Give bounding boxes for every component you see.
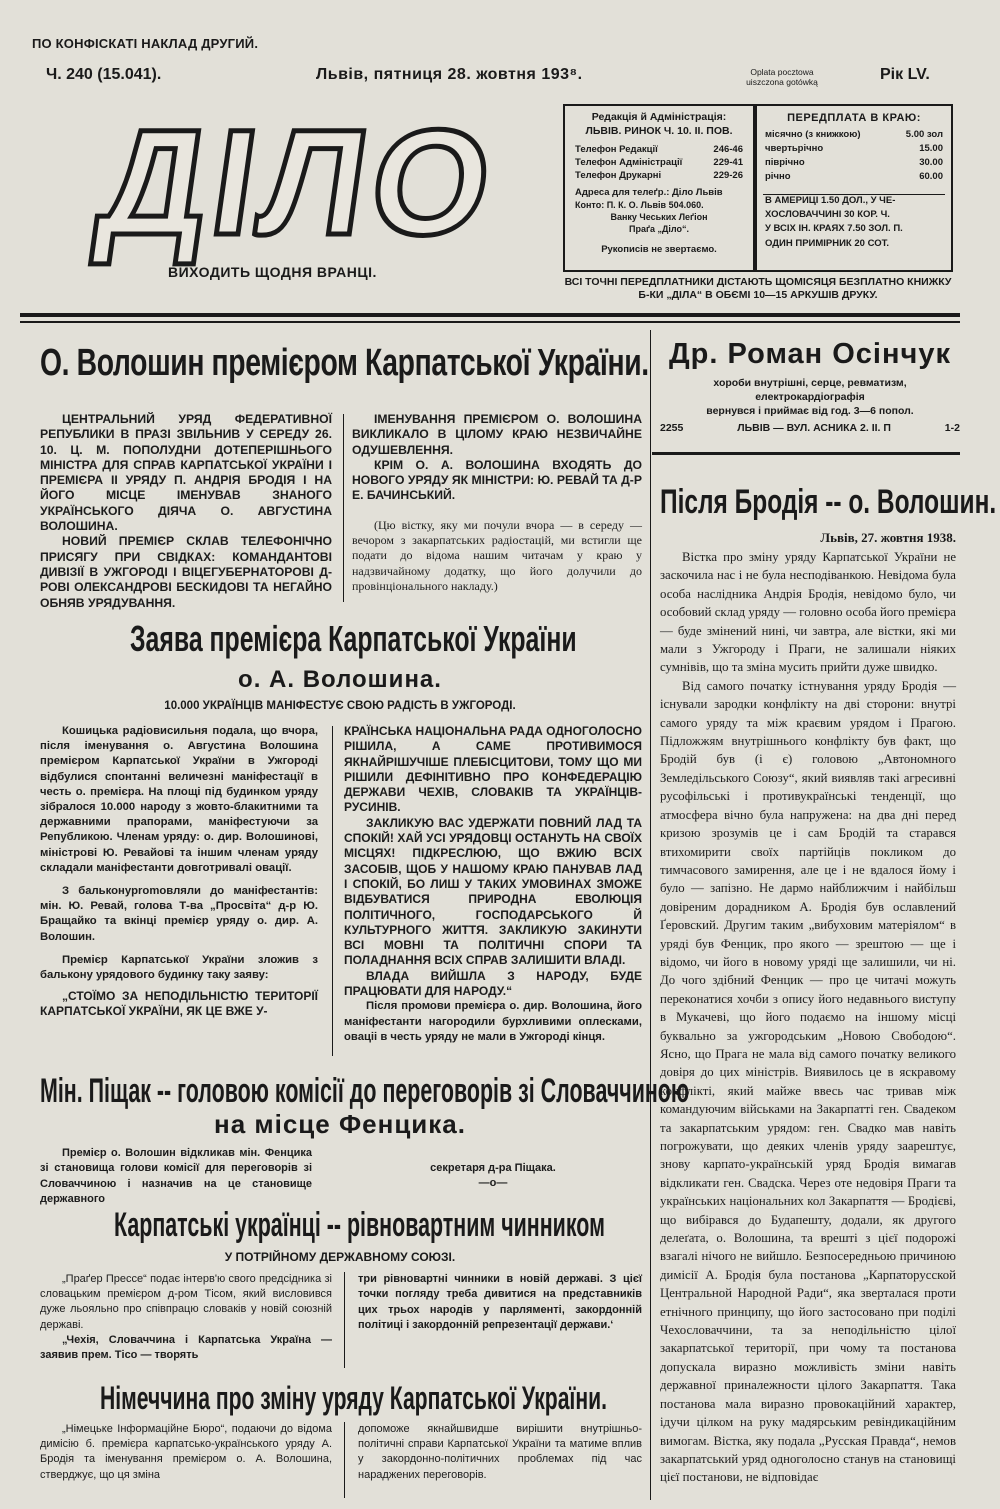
masthead-rule-thin [20,321,960,323]
phone-label: Телефон Друкарні [575,170,662,181]
article2-para-caps: КРАЇНСЬКА НАЦІОНАЛЬНА РАДА ОДНОГОЛОСНО РІШИЛА, А САМЕ ПРОТИВИМОСЯ ЯКНАЙРІШУЧІШЕ ПЛЕБІСЦИТОВИ, ТОМУ ЩО МИ РІШИЛИ ДЕФІНІТИВНО ПРО КОНФЕДЕРАЦІЮ ДЕРЖАВИ ЧЕХІВ, СЛОВАКІВ ТА УКРАЇНЦІВ-РУСИНІВ. [344,724,642,815]
article2-left-col [40,724,318,1020]
phone-value: 229-26 [713,170,743,181]
inner-divider [344,1272,345,1368]
article4-para: „Чехія, Словаччина і Карпатська Україна — заявив прем. Тісо — творять [40,1333,332,1362]
article6-dateline: Львів, 27. жовтня 1938. [820,530,956,545]
confiscation-note: ПО КОНФІСКАТІ НАКЛАД ДРУГИЙ. [32,36,259,51]
article4-right-col [358,1272,642,1333]
postage-line-2: uiszczona gotówką [746,77,818,87]
price-row [765,170,943,184]
article3-headline-2: на місце Фенцика. [214,1109,466,1139]
price-value: 15.00 [919,143,943,154]
subscription-heading: ПЕРЕДПЛАТА В КРАЮ: [787,112,921,124]
abroad-line: В АМЕРИЦІ 1.50 ДОЛ., У ЧЕ- [765,195,896,206]
ad-rule [652,452,960,455]
ad-code: 1-2 [944,422,960,434]
price-value: 30.00 [919,157,943,168]
tagline: ВИХОДИТЬ ЩОДНЯ ВРАНЦІ. [168,264,377,280]
article1-right-para: ІМЕНУВАННЯ ПРЕМІЄРОМ О. ВОЛОШИНА ВИКЛИКАЛО В ЦІЛОМУ КРАЮ НЕЗВИЧАЙНЕ ОДУШЕВЛЕННЯ. [352,412,642,457]
phone-label: Телефон Редакції [575,144,658,155]
phone-value: 246-46 [713,144,743,155]
article1-left-col [40,412,332,611]
article2-para: Кошицька радіовисильня подала, що вчора, після іменування о. Августина Волошина премієром Карпатської України в Ужгороді відбулися спонтанні величезні маніфестації в честь о. премієра. На площі під будинком уряду зібралося 10.000 народу з жовто-блакитними та державними прапорами, маніфестуючи за Републикою. Членам уряду: о. дир. Волошинові, міністрові Ю. Ревайові та іншим членам уряду складали маніфестанти довготривалі овації. [40,725,318,874]
phone-row [575,143,743,156]
subscription-box [755,104,953,272]
manuscripts-note: Рукописів не звертаємо. [601,244,717,255]
postage-note [740,67,824,87]
article2-para-caps: ВЛАДА ВИЙШЛА З НАРОДУ, БУДЕ ПРАЦЮВАТИ ДЛЯ НАРОДУ.“ [344,968,642,999]
ad-address-row [660,418,960,438]
price-label: річно [765,171,791,182]
column-divider [650,330,651,1500]
article2-para: Після промови премієра о. дир. Волошина, його маніфестанти нагородили бурхливими оплесками, оваціі в честь уряду не мали в Ужгороді кінця. [344,1000,642,1043]
article3-para: Премієр о. Волошин відкликав мін. Фенцика зі становища голови комісії для переговорів зі Словаччиною і назначив на це становище державного [40,1147,312,1205]
single-copy-price: ОДИН ПРИМІРНИК 20 СОТ. [765,238,889,249]
price-row [765,142,943,156]
article5-right-col [358,1422,642,1483]
telegraph-address: Адреса для телеґр.: Діло Львів [575,187,723,198]
issue-number: Ч. 240 (15.041). [46,66,162,83]
article3-para: секретаря д-ра Піщака. [430,1162,556,1174]
ad-name: Др. Роман Осінчук [669,338,951,370]
article1-note: (Цю вістку, яку ми почули вчора — в середу — вечором з закарпатських радіостацій, ми встигли ще подати до відома нашим читачам у краю у надзвичайному додатку, що його долучили до провінціонального накладу.) [352,517,642,593]
article3-left-col [40,1146,312,1207]
price-label: піврічно [765,157,805,168]
box-divider [763,194,945,195]
subscriber-note: ВСІ ТОЧНІ ПЕРЕДПЛАТНИКИ ДІСТАЮТЬ ЩОМІСЯЦЯ БЕЗПЛАТНО КНИЖКУ Б-КИ „ДІЛА“ В ОБЄМІ 10—15 АРКУШІВ ДРУКУ. [564,276,952,301]
editorial-address: ЛЬВІВ. РИНОК Ч. 10. II. ПОВ. [585,125,733,137]
postage-line-1: Oplata pocztowa [750,67,814,77]
article2-para-caps: „СТОЇМО ЗА НЕПОДІЛЬНІСТЮ ТЕРИТОРІЇ КАРПАТСЬКОЇ УКРАЇНИ, ЯК ЦЕ ВЖЕ У- [40,989,318,1019]
phone-row [575,156,743,169]
article2-subhead: о. А. Волошина. [238,666,442,693]
article4-left-col [40,1272,332,1363]
article5-left-col [40,1422,332,1483]
inner-divider [344,1422,345,1498]
price-label: місячно (з книжкою) [765,129,861,140]
price-row [765,156,943,170]
abroad-line: У ВСІХ ІН. КРАЯХ 7.50 ЗОЛ. П. [765,223,903,234]
dateline: Львів, пятниця 28. жовтня 193⁸. [316,66,583,83]
article2-para: Премієр Карпатської України зложив з бальконy урядового будинку таку заяву: [40,953,318,982]
article6-body [660,548,956,1487]
article5-para: „Німецьке Інформаційне Бюро“, подаючи до відома димісію б. премієра карпатсько-українського уряду А. Бродія та іменування премієром о. А. Волошина, стверджує, що ця зміна [40,1423,332,1481]
newspaper-title: ДІЛО [88,98,508,266]
price-value: 60.00 [919,171,943,182]
article3-right-col [344,1146,642,1192]
editorial-box [563,104,755,272]
article5-headline: Німеччина про зміну уряду Карпатської України. [100,1380,607,1416]
account-line: Конто: П. К. О. Львів 504.060. [575,200,704,210]
ad-address: ЛЬВІВ — ВУЛ. АСНИКА 2. II. П [737,422,891,434]
abroad-line: ХОСЛОВАЧЧИНІ 30 КОР. Ч. [765,209,890,220]
phone-row [575,169,743,182]
article1-left-para: ЦЕНТРАЛЬНИЙ УРЯД ФЕДЕРАТИВНОЇ РЕПУБЛИКИ В ПРАЗІ ЗВІЛЬНИВ У СЕРЕДУ 26. 10. Ц. М. ПОПОЛУДНИ ДОТЕПЕРІШНЬОГО МІНІСТРА ДЛЯ СПРАВ КАРПАТСЬКОЇ УКРАЇНИ І ПРЕМІЄРА II УРЯДУ П. АНДРІЯ БРОДІЯ І НА ЙОГО МІСЦЕ ІМЕНУВАВ ЗНАНОГО УКРАЇНСЬКОГО ДІЯЧА О. АВГУСТИНА ВОЛОШИНА. [40,412,332,534]
article1-right-para: КРІМ О. А. ВОЛОШИНА ВХОДЯТЬ ДО НОВОГО УРЯДУ ЯК МІНІСТРИ: Ю. РЕВАЙ ТА Д-Р Е. БАЧИНСЬКИЙ. [352,457,642,503]
article2-para-caps: ЗАКЛИКУЮ ВАС УДЕРЖАТИ ПОВНИЙ ЛАД ТА СПОКІЙ! ХАЙ УСІ УРЯДОВЦІ ОСТАНУТЬ НА СВОЇХ МІСЦЯХ! ПІДКРЕСЛЮЮ, ЩО ВЖИЮ ВСІХ ЗАСОБІВ, ЩОБ У НАШОМУ КРАЮ ПАНУВАВ ЛАД І СПОКІЙ, БО ЛИШ У ТАКИХ УМОВИНАХ ЗМОЖЕ ВІДБУВАТИСЯ ПРИРОДНА ЕВОЛЮЦІЯ ПОЛІТИЧНОГО, ГОСПОДАРСЬКОГО Й КУЛЬТУРНОГО ЖИТТЯ. ЗАКЛИКУЮ ЗАКИНУТИ ВСІ МОВНІ ТА ПОЛІТИЧНІ СПОРИ ТА ПОЛАДНАННЯ ВСІХ СПРАВ ЗАЛИШИТИ ВЛАДІ. [344,815,642,968]
article4-para: три рівновартні чинники в новій державі. З цієї точки погляду треба дивитися на представників цих трьох народів у парляменті, закордонній політиці і закордонній репрезентації держави.‘ [358,1273,642,1331]
ornament: —o— [478,1177,508,1190]
article2-kicker: 10.000 УКРАЇНЦІВ МАНІФЕСТУЄ СВОЮ РАДІСТЬ В УЖГОРОДІ. [164,700,516,712]
account-line: Ванку Чеських Леґіон [610,212,708,222]
article2-right-col [344,724,642,1045]
account-line: Праґа „Діло“. [628,224,689,234]
ad-line: хороби внутрішні, серце, ревматизм, [713,377,907,389]
article1-headline: О. Волошин премієром Карпатської України. [40,342,649,384]
article1-right-col [352,412,642,594]
editorial-heading: Редакція й Адміністрація: [591,111,727,123]
year-label: Рік LV. [880,66,930,83]
inner-divider [343,414,344,602]
article2-headline: Заява премієра Карпатської України [130,618,577,659]
price-row [765,128,943,142]
article5-para: допоможе якнайшвидше вирішити внутрішньо-політичні справи Карпатської України та матиме вплив у закордонно-політичних проблемах під час нараджених переговорів. [358,1423,642,1481]
article2-para: З бальконуpromовляли до маніфестантів: мін. Ю. Ревай, голова Т-ва „Просвіта“ д-р Ю. Бращайко та вкінці премієр уряду о. дир. А. Волошин. [40,885,318,943]
article6-headline: Після Бродія -- о. Волошин. [660,483,997,521]
ad-line: вернувся і приймає від год. 3—6 попол. [706,405,914,417]
ad-line: електрокардіографія [755,391,865,403]
ad-number: 2255 [660,422,684,434]
article4-para: „Праґер Прессе“ подає інтерв'ю свого предсідника зі словацьким премієром д-ром Тісом, який висловився дуже льояльно про співпрацю словаків у новій союзній державі. [40,1273,332,1331]
article4-headline: Карпатські українці -- рівновартним чинником [114,1206,605,1244]
price-value: 5.00 зол [905,129,943,140]
phone-label: Телефон Адміністрації [575,157,683,168]
phone-value: 229-41 [713,157,743,168]
article4-subhead: У ПОТРІЙНОМУ ДЕРЖАВНОМУ СОЮЗІ. [224,1250,456,1264]
article3-headline: Мін. Піщак -- головою комісії до переговорів зі Словаччиною [40,1072,690,1110]
doctor-ad [660,332,960,438]
article1-left-para: НОВИЙ ПРЕМІЄР СКЛАВ ТЕЛЕФОНІЧНО ПРИСЯГУ ПРИ СВІДКАХ: КОМАНДАНТОВІ ДИВІЗІЇ В УЖГОРОДІ І ВІЦЕГУБЕРНАТОРОВІ Д-РОВІ ОЛЕКСАНДРОВІ БЕСКИДОВІ ТА НЕГАЙНО ОБНЯВ УРЯДУВАННЯ. [40,534,332,610]
article6-para: Від самого початку істнування уряду Бродія — існували зародки конфлікту на дві сторони: внутрі самого уряду та між краєвим урядом і Прагою. Підложжям внутрішнього конфлікту був факт, що Бродій був (і є) головою „Автономного Земледільського Союзу“, який виявляв такі агресивні русофільські і противукраїнські тенденції, що атмосфера вічно була напружена: на два дні перед кризою зрозумів це і сам Бродій та старався втихомирити своїх партійців покликом до тимчасового замирення, але це і не вдалося йому і було — запізно. Не дармо найближчим і найбільш довіреним дорадником А. Бродія був ославлений Ґеровский. Другим таким „вибуховим матеріялом“ в уряді був Фенцик, про якого — зрештою — ще і відомо, чи його в новому уряді ще залишили, чи ні. До чого здібний Фенцик — про це читачі можуть переконатися хочби з опису його недавнього виступу в Мукачеві, що його подаємо на іншому місці буквально за ужгородським „Новою Свободою“. Ясно, що Прага не мала від самого початку великого довіря до цих міністрів. Виявилось це в яскравому конфлікті, який майже ввесь час тривав між командуючим військами на Закарпатті ген. Свадеком та закарпатським урядом: ген. Свадко мав навіть погрожувати, що деяких членів уряду заарештує, знову карпато-українській уряд Бродія вимагав відкликати ген. Свадска. Через оте недовіря Праги та українських національних кол Закарпаття — Бродієві, що вибірався до Будапешту, додали, як другого делеґата, о. Волошина, та врешті з цієї подорожі взагалі нічого не вийшло. Безпосередньою причиною димісії А. Бродія була постанова „Карпаторусской Центральной Народной Ради“, яка зверталася проти етнічного принципу, що його застосовано при поділі Чехословаччини, та за неподільністю цілої закарпатської території, при чому та постанова допускала виразно можливість зміни навіть державної приналежности цілого Закарпаття. Така постанова мала виразно провокаційний характер, ідучи цілком на руку мадярським ревіндикаційним вимогам. Вістка, яку подала „Русская Правда“, немов закарпатський уряд одноголосно станув на становищі цієї постанови, не відповідає [660,678,956,1485]
inner-divider [332,726,333,1056]
masthead-rule [20,313,960,317]
price-label: чвертьрічно [765,143,824,154]
article6-para: Вістка про зміну уряду Карпатської України не заскочила нас і не була несподіванкою. Невідома була особа наслідника Андрія Бродія, невідомо було, чи особовий склад уряду — головно особа його премієра — буде змінений нині, чи завтра, але вістки, які ми мали з Ужгороду і Праги, не залишали ніяких сумнівів, що та зміна мусить прийти дуже швидко. [660,550,956,675]
